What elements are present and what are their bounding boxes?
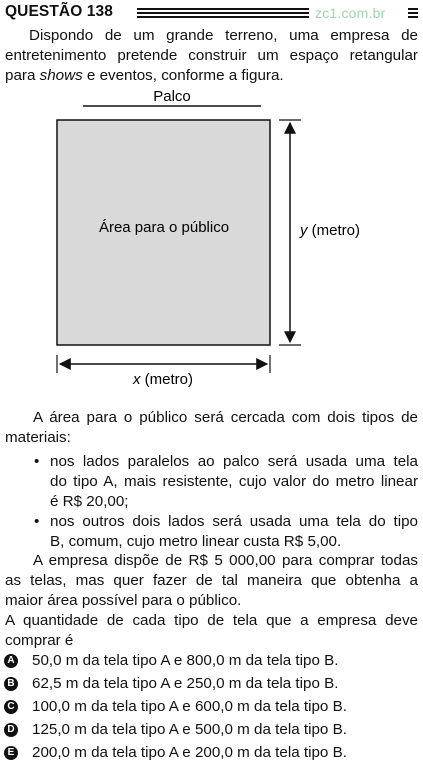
- option-letter-badge: E: [4, 746, 18, 760]
- header-rule-end: [408, 8, 418, 18]
- option-text: 62,5 m da tela tipo A e 250,0 m da tela tipo B.: [32, 675, 339, 692]
- intro-paragraph: [5, 26, 418, 86]
- option-text: 125,0 m da tela tipo A e 500,0 m da tela tipo B.: [32, 721, 347, 738]
- bullet-marker: •: [34, 513, 40, 530]
- header-rule: [137, 8, 309, 18]
- option-letter-badge: C: [4, 700, 18, 714]
- y-label: y (metro): [300, 222, 360, 239]
- watermark: zc1.com.br: [315, 5, 386, 21]
- p2-line-1: A área para o público será cercada com dois tipos de: [33, 409, 418, 426]
- public-area-label: Área para o público: [98, 219, 230, 236]
- bullet-marker: •: [34, 453, 40, 470]
- intro-line-2: entretenimento pretende construir um espaço retangular: [5, 47, 418, 64]
- option-text: 200,0 m da tela tipo A e 200,0 m da tela tipo B.: [32, 744, 347, 761]
- paragraph-materials: [5, 408, 418, 448]
- bullet-item-type-a: nos lados paralelos ao palco será usada uma tela do tipo A, mais resistente, cujo valor do metro linear é R$ 20,00;: [50, 453, 418, 510]
- stage-label: Palco: [153, 88, 191, 105]
- intro-line-3: para shows e eventos, conforme a figura.: [5, 67, 284, 84]
- question-header: [5, 3, 418, 23]
- intro-line-1: Dispondo de um grande terreno, uma empresa de: [29, 27, 418, 44]
- option-letter-badge: B: [4, 677, 18, 691]
- question-title: QUESTÃO 138: [5, 3, 113, 20]
- option-letter-badge: A: [4, 654, 18, 668]
- stage-figure: [0, 82, 423, 402]
- paragraph-budget: A empresa dispõe de R$ 5 000,00 para comprar todas as telas, mas quer fazer de tal maneira que obtenha a maior área possível para o público.: [5, 552, 418, 609]
- bullet-item-type-b: nos outros dois lados será usada uma tela do tipo B, comum, cujo metro linear custa R$ 5,00.: [50, 513, 418, 550]
- option-letter-badge: D: [4, 723, 18, 737]
- option-text: 50,0 m da tela tipo A e 800,0 m da tela tipo B.: [32, 652, 339, 669]
- x-label: x (metro): [133, 371, 193, 388]
- p2-line-2: materiais:: [5, 429, 71, 446]
- question-stem: A quantidade de cada tipo de tela que a empresa deve comprar é: [5, 612, 418, 649]
- intro-emphasis: shows: [39, 67, 83, 84]
- option-text: 100,0 m da tela tipo A e 600,0 m da tela tipo B.: [32, 698, 347, 715]
